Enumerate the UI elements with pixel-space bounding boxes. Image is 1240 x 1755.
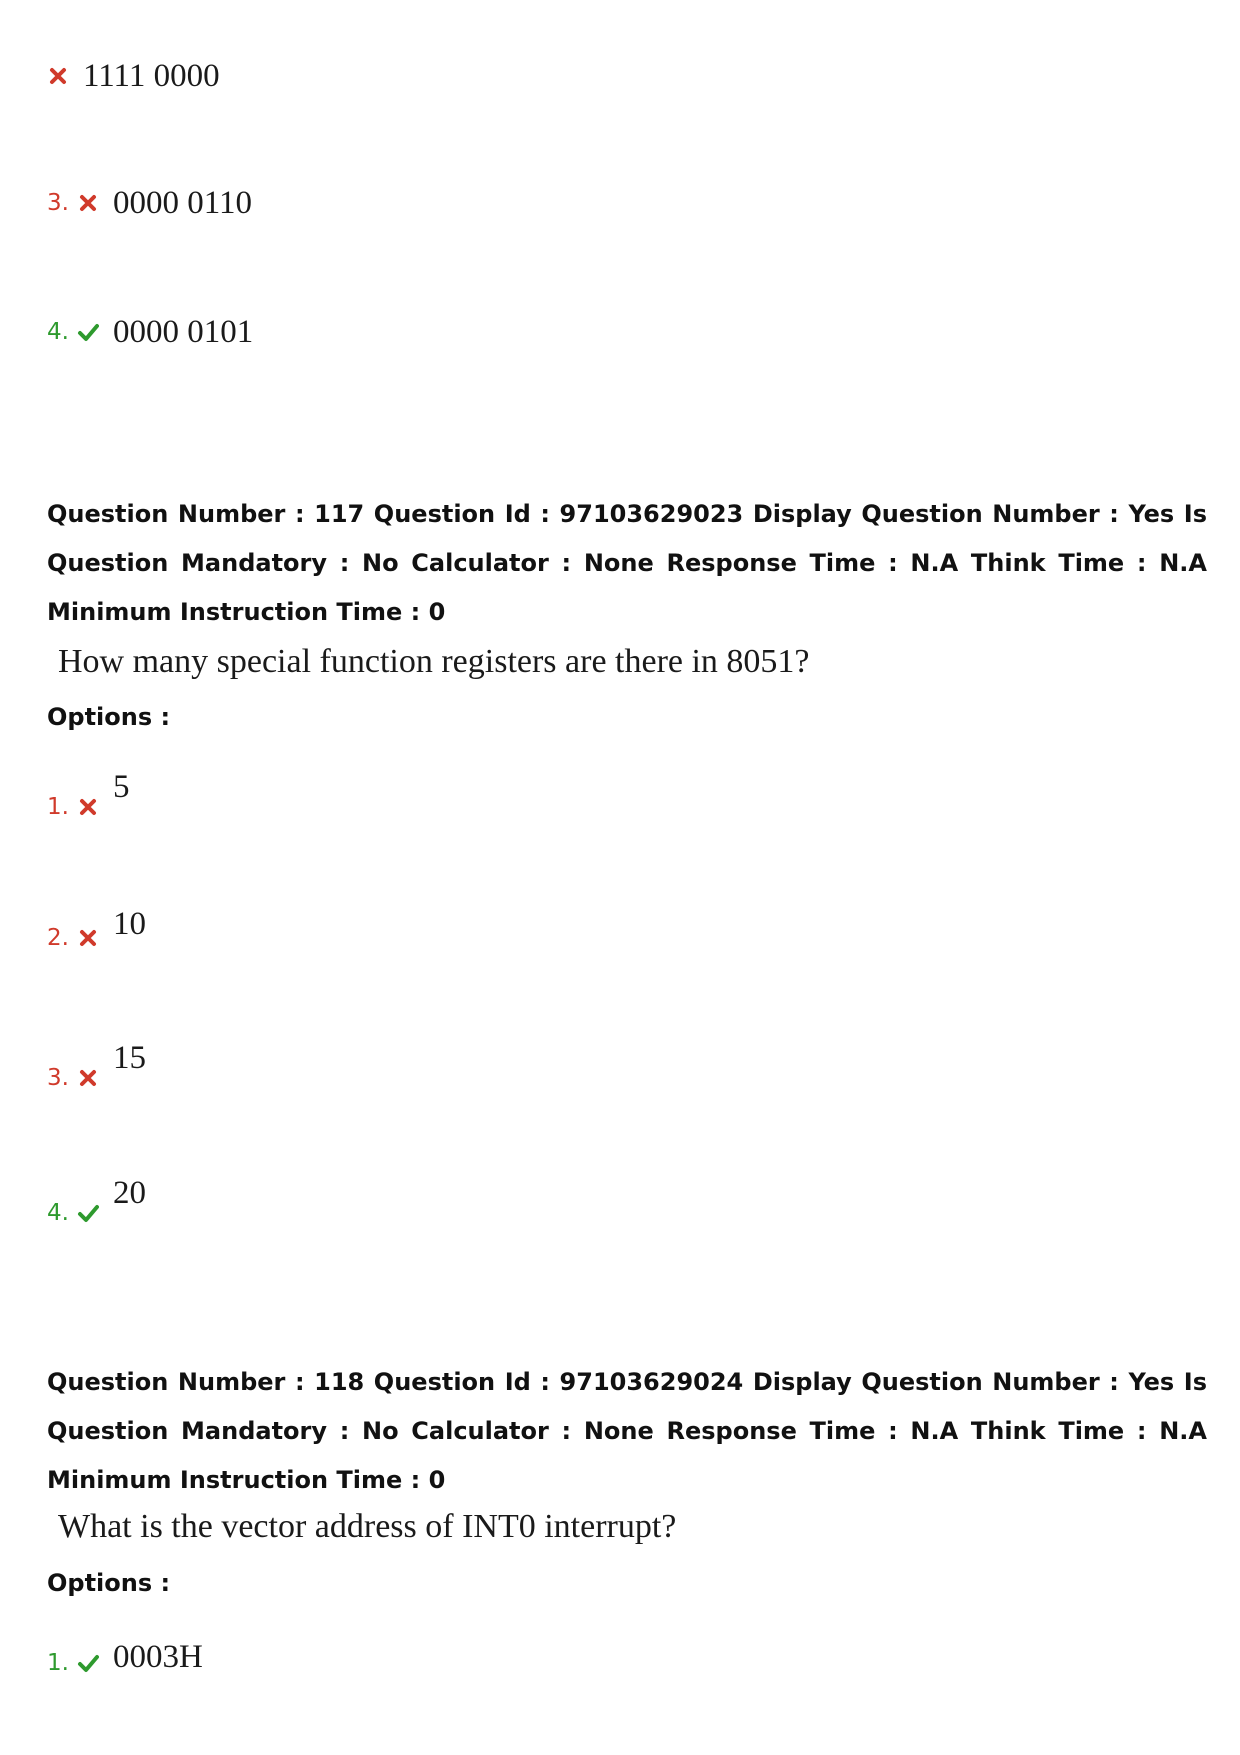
option-number: 1.: [47, 1650, 69, 1676]
option-text: 0003H: [113, 1638, 203, 1675]
cross-icon: [77, 796, 99, 818]
option-number: 4.: [47, 1200, 69, 1226]
option-text: 20: [113, 1174, 146, 1211]
check-icon: [77, 1652, 99, 1674]
check-icon: [77, 1202, 99, 1224]
options-label: Options :: [47, 1569, 171, 1597]
option-row: [47, 312, 253, 352]
question-meta: Question Number : 118 Question Id : 97103629024 Display Question Number : Yes Is Question Mandatory : No Calculator : None Response Time : N.A Think Time : N.A Minimum Instruction Time : 0: [47, 1368, 1207, 1494]
option-text: 0000 0101: [113, 313, 254, 350]
option-text: 1111 0000: [83, 57, 220, 94]
option-number: 3.: [47, 190, 69, 216]
option-text: 15: [113, 1039, 146, 1076]
option-row: [47, 183, 252, 223]
option-text: 0000 0110: [113, 184, 253, 221]
question-text: What is the vector address of INT0 interrupt?: [58, 1508, 677, 1545]
question-text: How many special function registers are there in 8051?: [58, 643, 810, 680]
option-row: [47, 768, 130, 827]
option-text: 10: [113, 905, 146, 942]
question-meta: Question Number : 117 Question Id : 97103629023 Display Question Number : Yes Is Question Mandatory : No Calculator : None Response Time : N.A Think Time : N.A Minimum Instruction Time : 0: [47, 500, 1207, 626]
option-row: [47, 1174, 146, 1233]
cross-icon: [77, 927, 99, 949]
option-number: 3.: [47, 1065, 69, 1091]
cross-icon: [77, 1067, 99, 1089]
option-row: [47, 905, 146, 958]
cross-icon: [47, 65, 69, 87]
option-number: 4.: [47, 319, 69, 345]
option-row: [47, 1039, 146, 1098]
option-text: 5: [113, 768, 130, 805]
check-icon: [77, 321, 99, 343]
option-number: 1.: [47, 794, 69, 820]
options-label: Options :: [47, 703, 171, 731]
option-row: [47, 56, 220, 96]
option-number: 2.: [47, 925, 69, 951]
option-row: [47, 1638, 203, 1683]
cross-icon: [77, 192, 99, 214]
